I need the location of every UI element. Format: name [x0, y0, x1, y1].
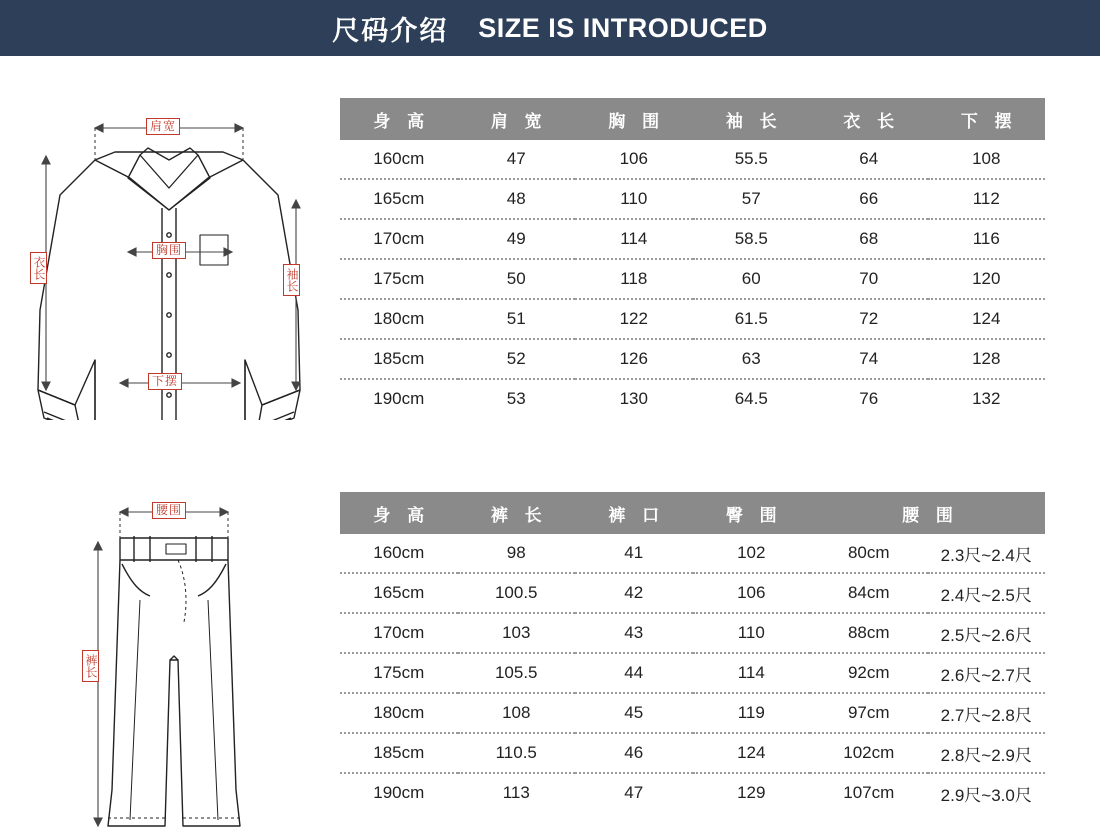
table-cell: 92cm: [810, 653, 928, 693]
table-row: [340, 773, 1045, 812]
table-cell: 61.5: [693, 299, 811, 339]
table-cell: 102: [693, 534, 811, 573]
pants-table-body: [340, 534, 1045, 812]
table-cell: 97cm: [810, 693, 928, 733]
table-cell: 132: [972, 389, 1001, 408]
shirt-label-shoulder: 肩宽: [146, 118, 180, 135]
col-header: 身 高: [340, 98, 458, 140]
table-cell: 76: [859, 389, 879, 408]
shirt-label-hem: 下摆: [148, 373, 182, 390]
table-cell: 102cm: [810, 733, 928, 773]
table-cell: 180cm: [340, 693, 458, 733]
table-row: [340, 179, 1045, 219]
pants-label-waist: 腰围: [152, 502, 186, 519]
table-cell: 185cm: [340, 733, 458, 773]
table-cell: 2.6尺~2.7尺: [928, 653, 1046, 693]
table-cell: 46: [575, 733, 693, 773]
table-row: [340, 259, 1045, 299]
table-cell: 126: [575, 339, 693, 379]
table-cell: 185cm: [340, 339, 458, 379]
table-cell: 84cm: [810, 573, 928, 613]
table-cell: 74: [810, 339, 928, 379]
table-cell: 129: [737, 783, 766, 802]
table-cell: 44: [575, 653, 693, 693]
table-cell: 51: [458, 299, 576, 339]
table-cell: 114: [693, 653, 811, 693]
table-cell: 165cm: [340, 573, 458, 613]
table-cell: 180cm: [340, 299, 458, 339]
table-cell: 105.5: [458, 653, 576, 693]
col-header: 腰 围: [810, 492, 1045, 534]
table-cell: 130: [619, 389, 648, 408]
shirt-label-sleeve: 袖长: [283, 264, 300, 296]
table-cell: 190cm: [373, 783, 425, 802]
pants-label-pant-length: 裤长: [82, 650, 99, 682]
table-cell: 100.5: [458, 573, 576, 613]
table-row: [340, 653, 1045, 693]
table-cell: 57: [693, 179, 811, 219]
table-cell: 124: [928, 299, 1046, 339]
table-row: [340, 379, 1045, 418]
table-cell: 49: [458, 219, 576, 259]
col-header: 衣 长: [810, 98, 928, 140]
table-row: [340, 299, 1045, 339]
table-cell: 160cm: [340, 534, 458, 573]
table-cell: 110: [575, 179, 693, 219]
col-header: 身 高: [340, 492, 458, 534]
table-cell: 106: [575, 140, 693, 179]
table-cell: 52: [458, 339, 576, 379]
table-cell: 2.3尺~2.4尺: [928, 534, 1046, 573]
table-cell: 122: [575, 299, 693, 339]
table-cell: 110: [693, 613, 811, 653]
table-cell: 119: [693, 693, 811, 733]
col-header: 胸 围: [575, 98, 693, 140]
table-row: [340, 339, 1045, 379]
table-cell: 2.9尺~3.0尺: [940, 785, 1032, 805]
table-cell: 53: [506, 389, 526, 408]
table-row: [340, 219, 1045, 259]
table-cell: 190cm: [373, 389, 425, 408]
col-header: 下 摆: [928, 98, 1046, 140]
table-cell: 2.4尺~2.5尺: [928, 573, 1046, 613]
page-title-en: SIZE IS INTRODUCED: [478, 12, 768, 43]
table-header-row: [340, 492, 1045, 534]
col-header: 裤 口: [575, 492, 693, 534]
table-cell: 113: [502, 783, 530, 802]
page-title-cn: 尺码介绍: [332, 15, 449, 46]
table-row: [340, 693, 1045, 733]
table-header-row: [340, 98, 1045, 140]
table-cell: 124: [693, 733, 811, 773]
col-header: 臀 围: [693, 492, 811, 534]
table-cell: 50: [458, 259, 576, 299]
table-cell: 108: [928, 140, 1046, 179]
table-cell: 58.5: [693, 219, 811, 259]
shirt-label-chest: 胸围: [152, 242, 186, 259]
table-row: [340, 534, 1045, 573]
table-cell: 2.5尺~2.6尺: [928, 613, 1046, 653]
table-cell: 66: [810, 179, 928, 219]
table-cell: 60: [693, 259, 811, 299]
table-row: [340, 613, 1045, 653]
shirt-size-table: [340, 98, 1045, 418]
shirt-diagram: [0, 60, 340, 420]
table-cell: 47: [624, 783, 644, 802]
table-cell: 88cm: [810, 613, 928, 653]
col-header: 裤 长: [458, 492, 576, 534]
col-header: 袖 长: [693, 98, 811, 140]
table-row: [340, 573, 1045, 613]
table-cell: 2.7尺~2.8尺: [928, 693, 1046, 733]
table-cell: 108: [458, 693, 576, 733]
table-cell: 63: [693, 339, 811, 379]
table-cell: 45: [575, 693, 693, 733]
table-cell: 114: [575, 219, 693, 259]
shirt-label-length: 衣长: [30, 252, 47, 284]
table-cell: 112: [928, 179, 1046, 219]
table-cell: 160cm: [340, 140, 458, 179]
table-cell: 170cm: [340, 613, 458, 653]
table-cell: 70: [810, 259, 928, 299]
table-row: [340, 140, 1045, 179]
table-cell: 110.5: [458, 733, 576, 773]
col-header: 肩 宽: [458, 98, 576, 140]
table-cell: 47: [458, 140, 576, 179]
page-header: [0, 0, 1100, 56]
table-cell: 106: [693, 573, 811, 613]
table-cell: 128: [928, 339, 1046, 379]
table-cell: 107cm: [843, 783, 895, 802]
table-cell: 2.8尺~2.9尺: [928, 733, 1046, 773]
table-cell: 42: [575, 573, 693, 613]
shirt-table-body: [340, 140, 1045, 418]
table-cell: 72: [810, 299, 928, 339]
table-cell: 118: [575, 259, 693, 299]
table-cell: 120: [928, 259, 1046, 299]
table-cell: 64: [810, 140, 928, 179]
table-cell: 55.5: [693, 140, 811, 179]
table-cell: 43: [575, 613, 693, 653]
table-cell: 175cm: [340, 653, 458, 693]
table-cell: 165cm: [340, 179, 458, 219]
table-cell: 170cm: [340, 219, 458, 259]
table-cell: 103: [458, 613, 576, 653]
table-cell: 48: [458, 179, 576, 219]
table-cell: 41: [575, 534, 693, 573]
table-cell: 175cm: [340, 259, 458, 299]
table-row: [340, 733, 1045, 773]
table-cell: 68: [810, 219, 928, 259]
table-cell: 80cm: [810, 534, 928, 573]
table-cell: 64.5: [734, 389, 768, 408]
table-cell: 98: [458, 534, 576, 573]
table-cell: 116: [928, 219, 1046, 259]
pants-size-table: [340, 492, 1045, 812]
